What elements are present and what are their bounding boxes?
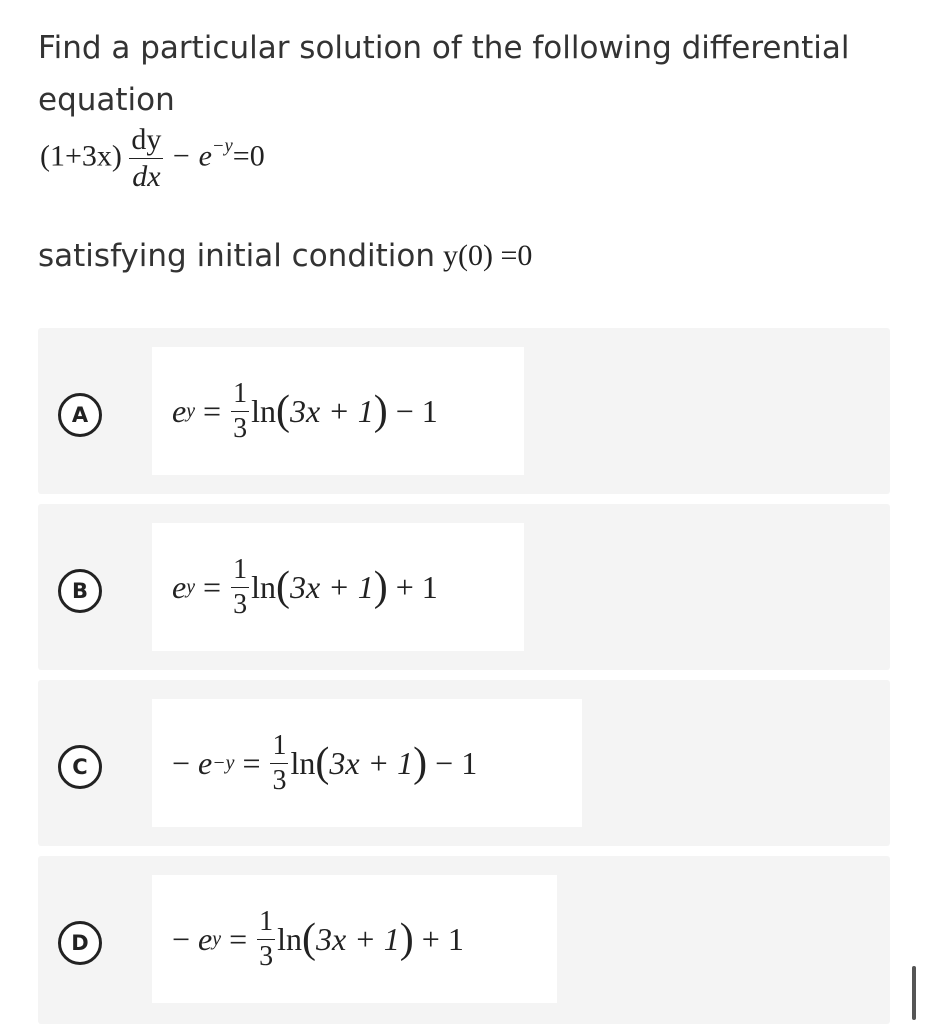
option-a-lhs: e bbox=[172, 392, 187, 429]
option-b-tail: + 1 bbox=[395, 568, 438, 605]
option-d-arg: 3x + 1 bbox=[316, 920, 400, 957]
option-c-ln: ln bbox=[290, 744, 316, 781]
option-a-lhs-exp: y bbox=[186, 399, 196, 422]
option-c-badge[interactable]: C bbox=[58, 745, 102, 789]
option-b-lhs: e bbox=[172, 568, 187, 605]
equation-rhs: =0 bbox=[232, 139, 265, 173]
option-d-num: 1 bbox=[257, 908, 275, 940]
option-d-ln: ln bbox=[277, 920, 302, 957]
condition-math: y(0) =0 bbox=[443, 239, 533, 272]
option-d-formula[interactable]: − e y = $\frac{1}{3}$ ln ( 3x + 1 ) + 1 bbox=[152, 875, 557, 1003]
option-c-lhs-prefix: − bbox=[172, 744, 191, 781]
option-b-den: 3 bbox=[233, 588, 248, 620]
differential-equation bbox=[40, 125, 265, 192]
option-d-lhs-prefix: − bbox=[172, 920, 191, 957]
option-d-lhs: e bbox=[198, 920, 213, 957]
option-a-fraction bbox=[231, 377, 249, 444]
option-b-formula[interactable]: e y = $\frac{1}{3}$ ln ( 3x + 1 ) + 1 bbox=[152, 523, 524, 651]
option-d-fraction bbox=[257, 905, 275, 972]
option-d-lhs-exp: y bbox=[212, 927, 222, 950]
option-a-ln: ln bbox=[251, 392, 276, 429]
option-c-den: 3 bbox=[272, 764, 287, 796]
option-a-formula[interactable]: e y = $\frac{1}{3}$ ln ( 3x + 1 ) − 1 bbox=[152, 347, 524, 475]
option-c-formula[interactable]: − e −y = $\frac{1}{3}$ ln ( 3x + 1 ) − 1 bbox=[152, 699, 582, 827]
option-c-tail: − 1 bbox=[435, 744, 478, 781]
option-c-arg: 3x + 1 bbox=[329, 744, 414, 781]
derivative-numerator: dy bbox=[129, 125, 163, 159]
option-d-tail: + 1 bbox=[421, 920, 464, 957]
condition-text: satisfying initial condition bbox=[38, 238, 436, 274]
scrollbar[interactable] bbox=[912, 966, 916, 1020]
option-c-lhs: e bbox=[198, 744, 213, 781]
derivative-fraction bbox=[129, 125, 163, 192]
option-a-tail: − 1 bbox=[395, 392, 438, 429]
derivative-denominator: dx bbox=[132, 160, 161, 193]
option-d-badge[interactable]: D bbox=[58, 921, 102, 965]
initial-condition bbox=[38, 238, 532, 274]
option-a-num: 1 bbox=[231, 380, 249, 412]
question-text: Find a particular solution of the following differential equation bbox=[38, 30, 850, 118]
option-d-den: 3 bbox=[259, 940, 274, 972]
equation-lhs-prefix: (1+3x) bbox=[40, 139, 122, 173]
equation-middle: − e bbox=[170, 139, 212, 173]
equation-exponent: −y bbox=[211, 135, 233, 157]
option-b-num: 1 bbox=[231, 556, 249, 588]
option-c-num: 1 bbox=[270, 732, 288, 764]
option-a-badge[interactable]: A bbox=[58, 393, 102, 437]
option-b-fraction bbox=[231, 553, 249, 620]
option-a-arg: 3x + 1 bbox=[289, 392, 374, 429]
option-c-fraction bbox=[270, 729, 288, 796]
option-b-ln: ln bbox=[251, 568, 276, 605]
option-b-lhs-exp: y bbox=[186, 575, 196, 598]
option-a-den: 3 bbox=[233, 412, 248, 444]
option-b-arg: 3x + 1 bbox=[289, 568, 374, 605]
option-b-badge[interactable]: B bbox=[58, 569, 102, 613]
option-c-lhs-exp: −y bbox=[212, 751, 235, 774]
